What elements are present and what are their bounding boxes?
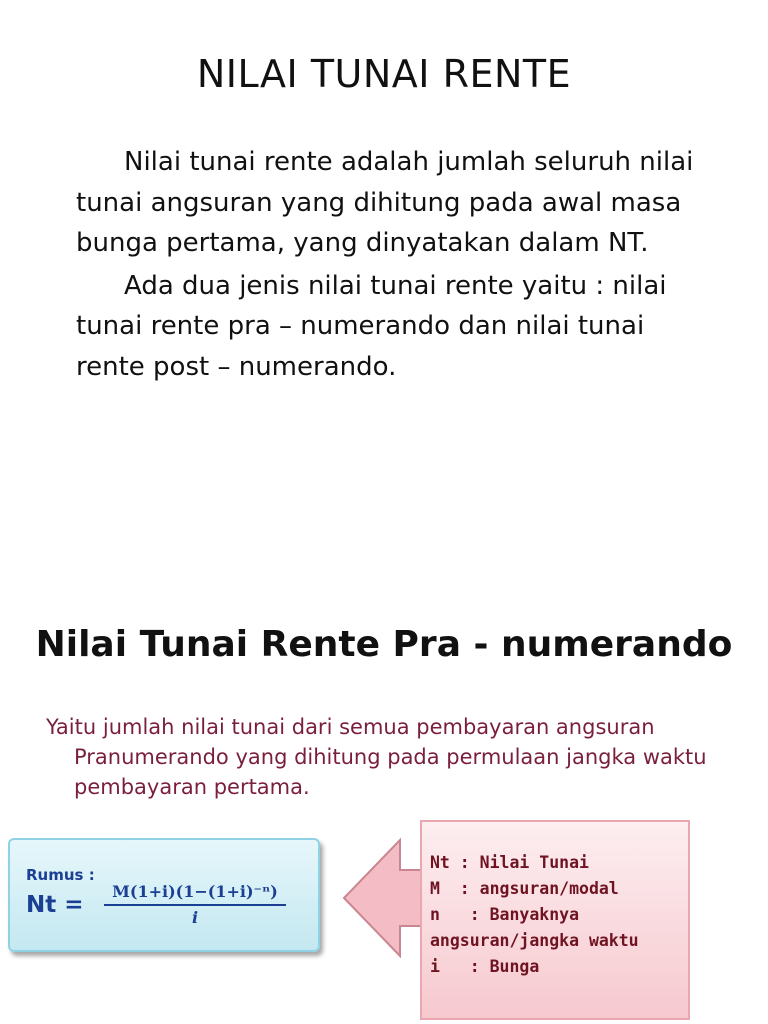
formula-denominator: i xyxy=(191,908,199,927)
formula-numerator: M(1+i)(1−(1+i)⁻ⁿ) xyxy=(112,882,278,901)
legend-item-n: n : Banyaknya xyxy=(430,905,580,924)
slide-2-title: Nilai Tunai Rente Pra - numerando xyxy=(35,624,733,665)
slide-2 xyxy=(0,580,768,1024)
paragraph-definition: Nilai tunai rente adalah jumlah seluruh nilai tunai angsuran yang dihitung pada awal masa bunga pertama, yang dinyatakan dalam NT. xyxy=(76,147,694,258)
legend-list xyxy=(430,850,692,980)
formula-lhs: Nt = xyxy=(26,892,84,918)
legend-box xyxy=(420,820,690,1020)
formula-fraction xyxy=(104,882,286,927)
legend-item-i: i : Bunga xyxy=(430,957,540,976)
slide-1-title: NILAI TUNAI RENTE xyxy=(196,52,572,96)
formula-label: Rumus : xyxy=(26,866,95,884)
slide-2-description: Yaitu jumlah nilai tunai dari semua pembayaran angsuran Pranumerando yang dihitung pada permulaan jangka waktu pembayaran pertama. xyxy=(46,715,707,799)
fraction-bar xyxy=(104,904,286,906)
paragraph-types: Ada dua jenis nilai tunai rente yaitu : nilai tunai rente pra – numerando dan nilai tunai rente post – numerando. xyxy=(76,270,667,382)
legend-item-m: M : angsuran/modal xyxy=(430,879,619,898)
slide-1-body xyxy=(76,142,716,389)
legend-item-nt: Nt : Nilai Tunai xyxy=(430,853,589,872)
legend-item-n-continued: angsuran/jangka waktu xyxy=(430,931,639,950)
formula-box xyxy=(8,838,320,952)
